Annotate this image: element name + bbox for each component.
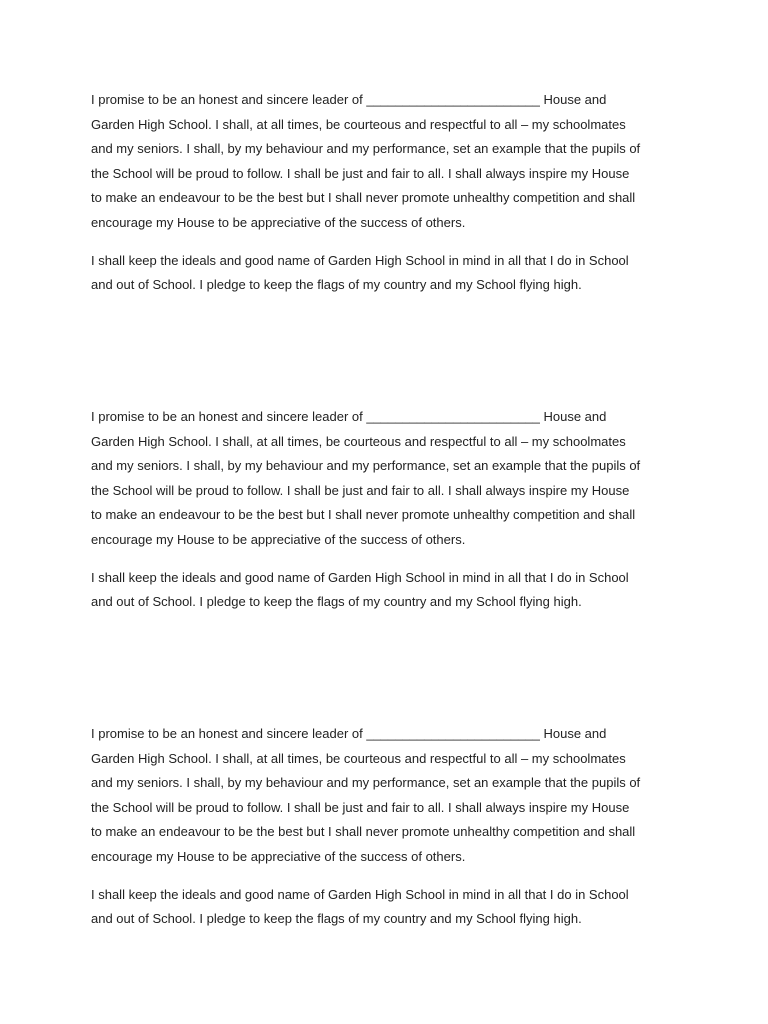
text-line: I promise to be an honest and sincere leader of ________________________ House and	[91, 409, 607, 424]
text-line: to make an endeavour to be the best but I shall never promote unhealthy competition and shall	[91, 190, 636, 206]
pledge-paragraph	[91, 883, 691, 932]
text-line: encourage my House to be appreciative of the success of others.	[91, 531, 466, 547]
text-line: and out of School. I pledge to keep the flags of my country and my School flying high.	[91, 594, 582, 610]
pledge-paragraph	[91, 566, 691, 615]
text-line: to make an endeavour to be the best but I shall never promote unhealthy competition and shall	[91, 507, 636, 523]
text-line: the School will be proud to follow. I shall be just and fair to all. I shall always inspire my House	[91, 799, 630, 815]
text-line: Garden High School. I shall, at all times, be courteous and respectful to all – my schoolmates	[91, 750, 626, 766]
pledge-paragraph	[91, 722, 691, 870]
pledge-paragraph	[91, 249, 691, 298]
pledge-paragraph	[91, 88, 691, 236]
text-line: the School will be proud to follow. I shall be just and fair to all. I shall always inspire my House	[91, 165, 630, 181]
text-line: Garden High School. I shall, at all times, be courteous and respectful to all – my schoolmates	[91, 116, 626, 132]
pledge-paragraph	[91, 405, 691, 553]
text-line: and out of School. I pledge to keep the flags of my country and my School flying high.	[91, 911, 582, 927]
text-line: encourage my House to be appreciative of the success of others.	[91, 848, 466, 864]
text-line: I shall keep the ideals and good name of Garden High School in mind in all that I do in School	[91, 569, 629, 585]
text-line: and my seniors. I shall, by my behaviour and my performance, set an example that the pupils of	[91, 141, 641, 157]
pledge-block	[91, 722, 691, 932]
text-line: the School will be proud to follow. I shall be just and fair to all. I shall always inspire my House	[91, 482, 630, 498]
pledge-block	[91, 405, 691, 615]
text-line: Garden High School. I shall, at all times, be courteous and respectful to all – my schoolmates	[91, 433, 626, 449]
text-line: and out of School. I pledge to keep the flags of my country and my School flying high.	[91, 277, 582, 293]
pledge-block	[91, 88, 691, 298]
text-line: and my seniors. I shall, by my behaviour and my performance, set an example that the pupils of	[91, 458, 641, 474]
paragraph-spacer	[91, 236, 691, 249]
paragraph-spacer	[91, 553, 691, 566]
text-line: to make an endeavour to be the best but I shall never promote unhealthy competition and shall	[91, 824, 636, 840]
text-line: I shall keep the ideals and good name of Garden High School in mind in all that I do in School	[91, 886, 629, 902]
text-line: encourage my House to be appreciative of the success of others.	[91, 214, 466, 230]
text-line: I promise to be an honest and sincere leader of ________________________ House and	[91, 92, 607, 107]
text-line: and my seniors. I shall, by my behaviour and my performance, set an example that the pupils of	[91, 775, 641, 791]
text-line: I promise to be an honest and sincere leader of ________________________ House and	[91, 726, 607, 741]
paragraph-spacer	[91, 870, 691, 883]
text-line: I shall keep the ideals and good name of Garden High School in mind in all that I do in School	[91, 252, 629, 268]
